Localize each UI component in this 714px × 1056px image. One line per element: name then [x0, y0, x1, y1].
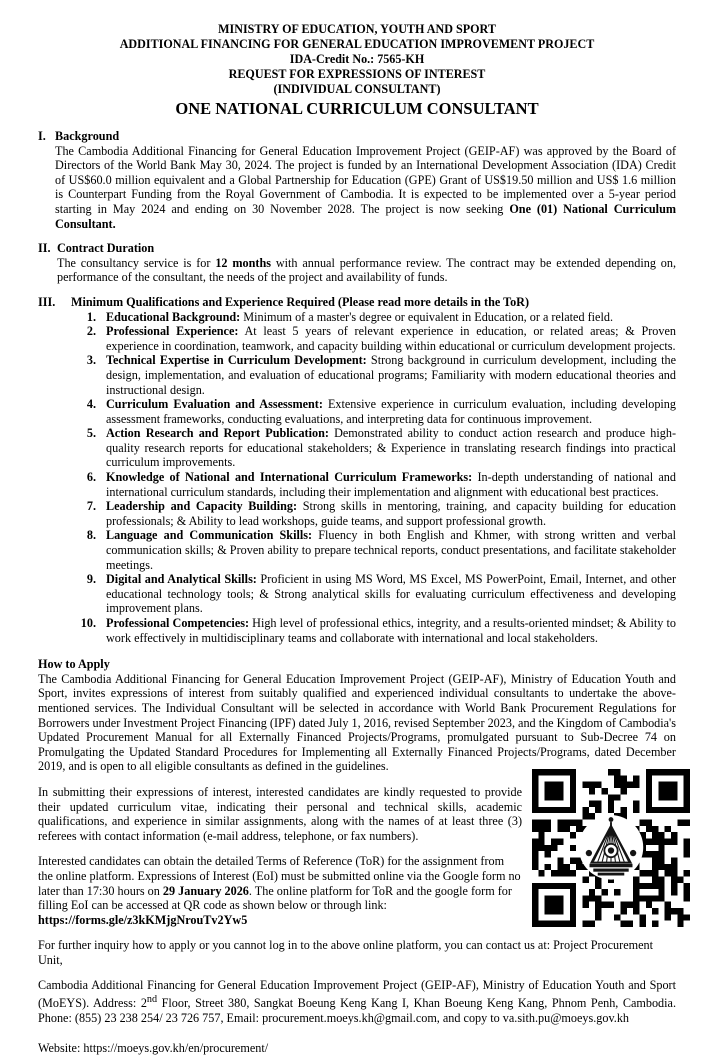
- item-number: 5.: [86, 426, 96, 441]
- qualification-item: [58, 310, 676, 325]
- section-background: [38, 129, 676, 231]
- qualification-item: [58, 572, 676, 616]
- item-body: At least 5 years of relevant experience in education, or related areas; & Proven experience in coordination, teamwork, and capacity building within educational or curriculum development projects.: [106, 324, 676, 353]
- qualifications-heading: [38, 295, 676, 310]
- website-label: Website:: [38, 1041, 84, 1056]
- qualification-item: [58, 616, 676, 645]
- ministry-line: MINISTRY OF EDUCATION, YOUTH AND SPORT: [218, 22, 496, 36]
- apply-paragraph-4: For further inquiry how to apply or you cannot log in to the above online platform, you can contact us at: Project Procurement Unit,: [38, 938, 653, 967]
- item-body: Minimum of a master's degree or equivalent in Education, or a related field.: [240, 309, 613, 324]
- background-heading: [38, 129, 676, 144]
- item-number: 2.: [86, 324, 96, 339]
- item-title: Professional Experience:: [106, 324, 239, 339]
- section-number: I.: [38, 129, 46, 143]
- website-link[interactable]: https://moeys.gov.kh/en/procurement/: [83, 1041, 269, 1056]
- section-how-to-apply: [38, 657, 676, 1056]
- item-text: [106, 310, 676, 325]
- section-heading-label: Contract Duration: [57, 241, 155, 256]
- section-heading-label: Minimum Qualifications and Experience Required (Please read more details in the ToR): [71, 294, 530, 309]
- item-body: High level of professional ethics, integrity, and a results-oriented mindset; & Ability to work effectively in multidisciplinary teams and collaborate with international and local stakeholders.: [106, 616, 676, 645]
- item-number: 10.: [80, 616, 96, 630]
- apply-paragraph-2: In submitting their expressions of interest, interested candidates are kindly requested to provide their updated curriculum vitae, indicating their personal and technical skills, academic qualifications, and experience in similar assignments, along with the names of at least three (3) referees with contact information (e-mail address, telephone, or fax numbers).: [38, 784, 522, 843]
- item-title: Knowledge of National and International Curriculum Frameworks:: [106, 470, 473, 485]
- apply-paragraph-3: Interested candidates can obtain the detailed Terms of Reference (ToR) for the assignment from the online platform. Expressions of Interest (EoI) must be submitted online via the Google form no later than 17:30 hours on 29 January 2026. The online platform for ToR and the google form for filling EoI can be accessed at QR code as shown below or through link:: [38, 854, 521, 913]
- item-title: Action Research and Report Publication:: [106, 426, 329, 441]
- contact-paragraph: Cambodia Additional Financing for General Education Improvement Project (GEIP-AF), Ministry of Education Youth and Sport (MoEYS). Address: 2nd Floor, Street 380, Sangkat Boeung Keng Kang I, Khan Boeung Keng Kang, Phnom Penh, Cambodia. Phone: (855) 23 238 254/ 23 726 757, Email: procurement.moeys.kh@gmail.com, and copy to va.sith.pu@moeys.gov.kh: [38, 978, 676, 1025]
- qualification-item: [58, 528, 676, 572]
- item-text: [106, 470, 676, 499]
- item-number: 8.: [86, 528, 96, 543]
- item-title: Educational Background:: [106, 309, 241, 324]
- qr-code-icon: [532, 769, 690, 927]
- item-text: [106, 499, 676, 528]
- item-text: [106, 572, 676, 616]
- item-title: Leadership and Capacity Building:: [106, 499, 298, 514]
- qualification-item: [58, 470, 676, 499]
- item-text: [106, 397, 676, 426]
- item-body: Proficient in using MS Word, MS Excel, MS PowerPoint, Email, Internet, and other educational technology tools; & Strong analytical skills for evaluating curriculum effectiveness and developing improvement plans.: [106, 572, 677, 616]
- credit-number-line: IDA-Credit No.: 7565-KH: [289, 52, 425, 66]
- section-qualifications: [38, 295, 676, 645]
- qualification-item: [58, 499, 676, 528]
- qualification-item: [58, 353, 676, 397]
- section-number: III.: [38, 294, 56, 309]
- reoi-line: REQUEST FOR EXPRESSIONS OF INTEREST: [228, 67, 486, 81]
- how-to-apply-heading: How to Apply: [38, 657, 110, 672]
- website-line: [38, 1041, 676, 1056]
- item-number: 3.: [86, 353, 96, 368]
- item-number: 9.: [86, 572, 96, 587]
- section-heading-label: Background: [55, 129, 120, 143]
- item-text: [106, 353, 676, 397]
- page-title: ONE NATIONAL CURRICULUM CONSULTANT: [175, 99, 539, 118]
- item-body: Demonstrated ability to conduct action research and produce high-quality research reports for educational stakeholders; & Experience in translating research findings into practical curriculum improvements.: [106, 426, 677, 470]
- item-body: Extensive experience in curriculum evaluation, including developing assessment frameworks, conducting evaluations, and interpreting data for continuous improvement.: [106, 397, 676, 426]
- item-number: 4.: [86, 397, 96, 412]
- qualification-item: [58, 397, 676, 426]
- document-header: [38, 22, 676, 119]
- item-body: Strong background in curriculum development, including the design, implementation, and evaluation of educational programs; Familiarity with modern educational theories and instructional design.: [106, 353, 676, 397]
- item-title: Language and Communication Skills:: [106, 528, 313, 543]
- item-number: 6.: [86, 470, 96, 485]
- item-number: 1.: [86, 309, 96, 324]
- item-text: [106, 426, 676, 470]
- qualifications-list: [58, 310, 676, 646]
- qualification-item: [58, 426, 676, 470]
- item-title: Professional Competencies:: [106, 616, 250, 630]
- contract-duration-heading: [38, 241, 676, 256]
- qr-code: [532, 769, 690, 927]
- royal-arms-emblem: [579, 815, 643, 879]
- item-text: [106, 324, 676, 353]
- item-body: Strong skills in mentoring, training, and capacity building for education professionals; & Ability to lead workshops, guide teams, and support professional growth.: [106, 499, 676, 528]
- section-contract-duration: [38, 241, 676, 285]
- item-number: 7.: [86, 499, 96, 514]
- item-text: [106, 616, 676, 645]
- qr-wrap-zone: [38, 785, 676, 927]
- item-body: In-depth understanding of national and international curriculum standards, including their implementation and alignment with educational best practices.: [106, 470, 676, 499]
- item-title: Digital and Analytical Skills:: [106, 572, 257, 587]
- eoi-form-link[interactable]: https://forms.gle/z3kKMjgNrouTv2Yw5: [38, 912, 248, 927]
- background-paragraph: The Cambodia Additional Financing for General Education Improvement Project (GEIP-AF) was approved by the Board of Directors of the World Bank May 30, 2024. The project is funded by an International Development Association (IDA) Credit of US$60.0 million equivalent and a Global Partnership for Education (GPE) Grant of US$19.50 million and US$ 1.6 million is Counterpart Funding from the Royal Government of Cambodia. It is expected to be implemented over a 5-year period starting in May 2024 and ending on 30 November 2028. The project is now seeking One (01) National Curriculum Consultant.: [55, 143, 676, 231]
- consultant-type-line: (INDIVIDUAL CONSULTANT): [273, 82, 441, 96]
- project-line: ADDITIONAL FINANCING FOR GENERAL EDUCATION IMPROVEMENT PROJECT: [119, 37, 595, 51]
- contract-duration-paragraph: The consultancy service is for 12 months with annual performance review. The contract may be extended depending on, performance of the consultant, the needs of the project and availability of funds.: [57, 255, 677, 285]
- item-body: Fluency in both English and Khmer, with strong written and verbal communication skills; & Proven ability to prepare technical reports, conduct presentations, and facilitate stakeholder meetings.: [106, 528, 676, 572]
- item-title: Curriculum Evaluation and Assessment:: [106, 397, 323, 412]
- qualification-item: [58, 324, 676, 353]
- section-number: II.: [38, 241, 51, 256]
- item-title: Technical Expertise in Curriculum Development:: [106, 353, 367, 368]
- item-text: [106, 528, 676, 572]
- apply-paragraph-1: The Cambodia Additional Financing for General Education Improvement Project (GEIP-AF), Ministry of Education Youth and Sport, invites expressions of interest from suitably qualified and experienced individual consultants to undertake the above-mentioned services. The Individual Consultant will be selected in accordance with World Bank Procurement Regulations for Borrowers under Investment Project Financing (IPF) dated July 1, 2016, revised September 2023, and the Kingdom of Cambodia's Updated Procurement Manual for all Externally Financed Projects/Programs, promulgated pursuant to Sub-Decree 74 on Promulgating the Updated Standard Procedures for Implementing all Externally Financed Projects/Programs, dated December 2019, and is open to all eligible consultants as defined in the guidelines.: [38, 671, 676, 774]
